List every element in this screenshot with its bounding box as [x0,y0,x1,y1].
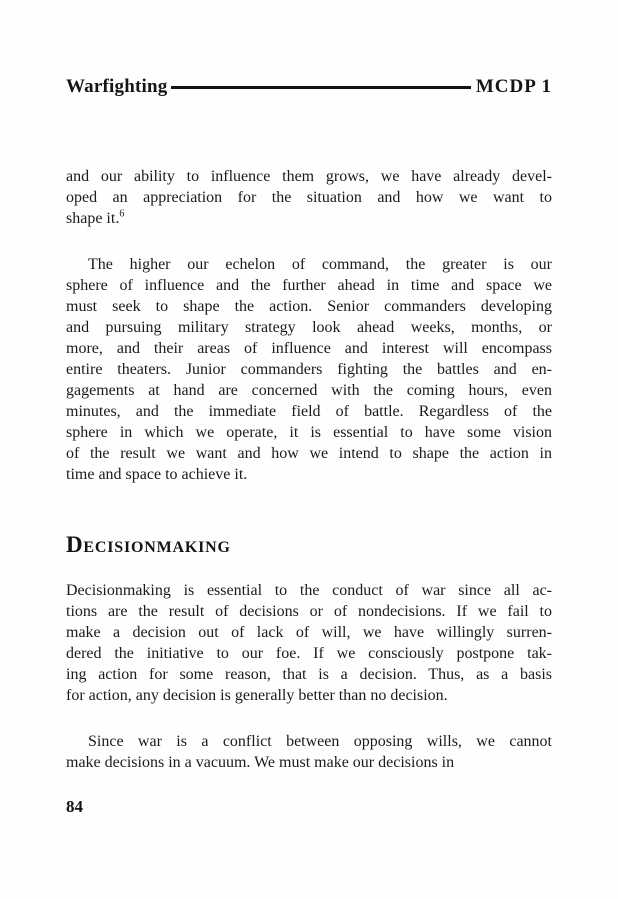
section-heading: Decisionmaking [66,532,231,557]
text-line: make a decision out of lack of will, we have willingly surren- [66,624,552,641]
text-line: Decisionmaking is essential to the conduct of war since all ac- [66,582,552,599]
paragraph [66,254,552,485]
text-blocks [66,166,552,773]
text-line: of the result we want and how we intend to shape the action in [66,445,552,462]
text-line: dered the initiative to our foe. If we consciously postpone tak- [66,645,552,662]
text-line: The higher our echelon of command, the greater is our [88,256,552,273]
paragraph [66,580,552,706]
text-line: entire theaters. Junior commanders fighting the battles and en- [66,361,552,378]
header-rule [171,86,470,89]
text-line: minutes, and the immediate field of battle. Regardless of the [66,403,552,420]
text-line: make decisions in a vacuum. We must make our decisions in [66,754,455,771]
running-header [66,76,552,98]
text-line: must seek to shape the action. Senior commanders developing [66,298,552,315]
text-line: shape it.$^6$ [66,208,125,227]
text-line: tions are the result of decisions or of nondecisions. If we fail to [66,603,552,620]
paragraph [66,166,552,229]
page-number: 84 [66,797,83,816]
paragraph [66,731,552,773]
header-doc-code: MCDP 1 [475,76,552,97]
footnote-reference: 6 [119,208,125,220]
text-line: ing action for some reason, that is a decision. Thus, as a basis [66,666,552,683]
text-line: sphere of influence and the further ahead in time and space we [66,277,552,294]
text-line: and pursuing military strategy look ahead weeks, months, or [66,319,552,336]
text-line: sphere in which we operate, it is essential to have some vision [66,424,552,441]
text-line: Since war is a conflict between opposing wills, we cannot [88,733,552,750]
text-line: oped an appreciation for the situation and how we want to [66,189,552,206]
text-line: and our ability to influence them grows, we have already devel- [66,168,552,185]
text-line: more, and their areas of influence and interest will encompass [66,340,552,357]
header-book-title: Warfighting [66,76,168,97]
text-line: time and space to achieve it. [66,466,248,483]
text-line: for action, any decision is generally better than no decision. [66,687,448,704]
text-line: gagements at hand are concerned with the coming hours, even [66,382,552,399]
